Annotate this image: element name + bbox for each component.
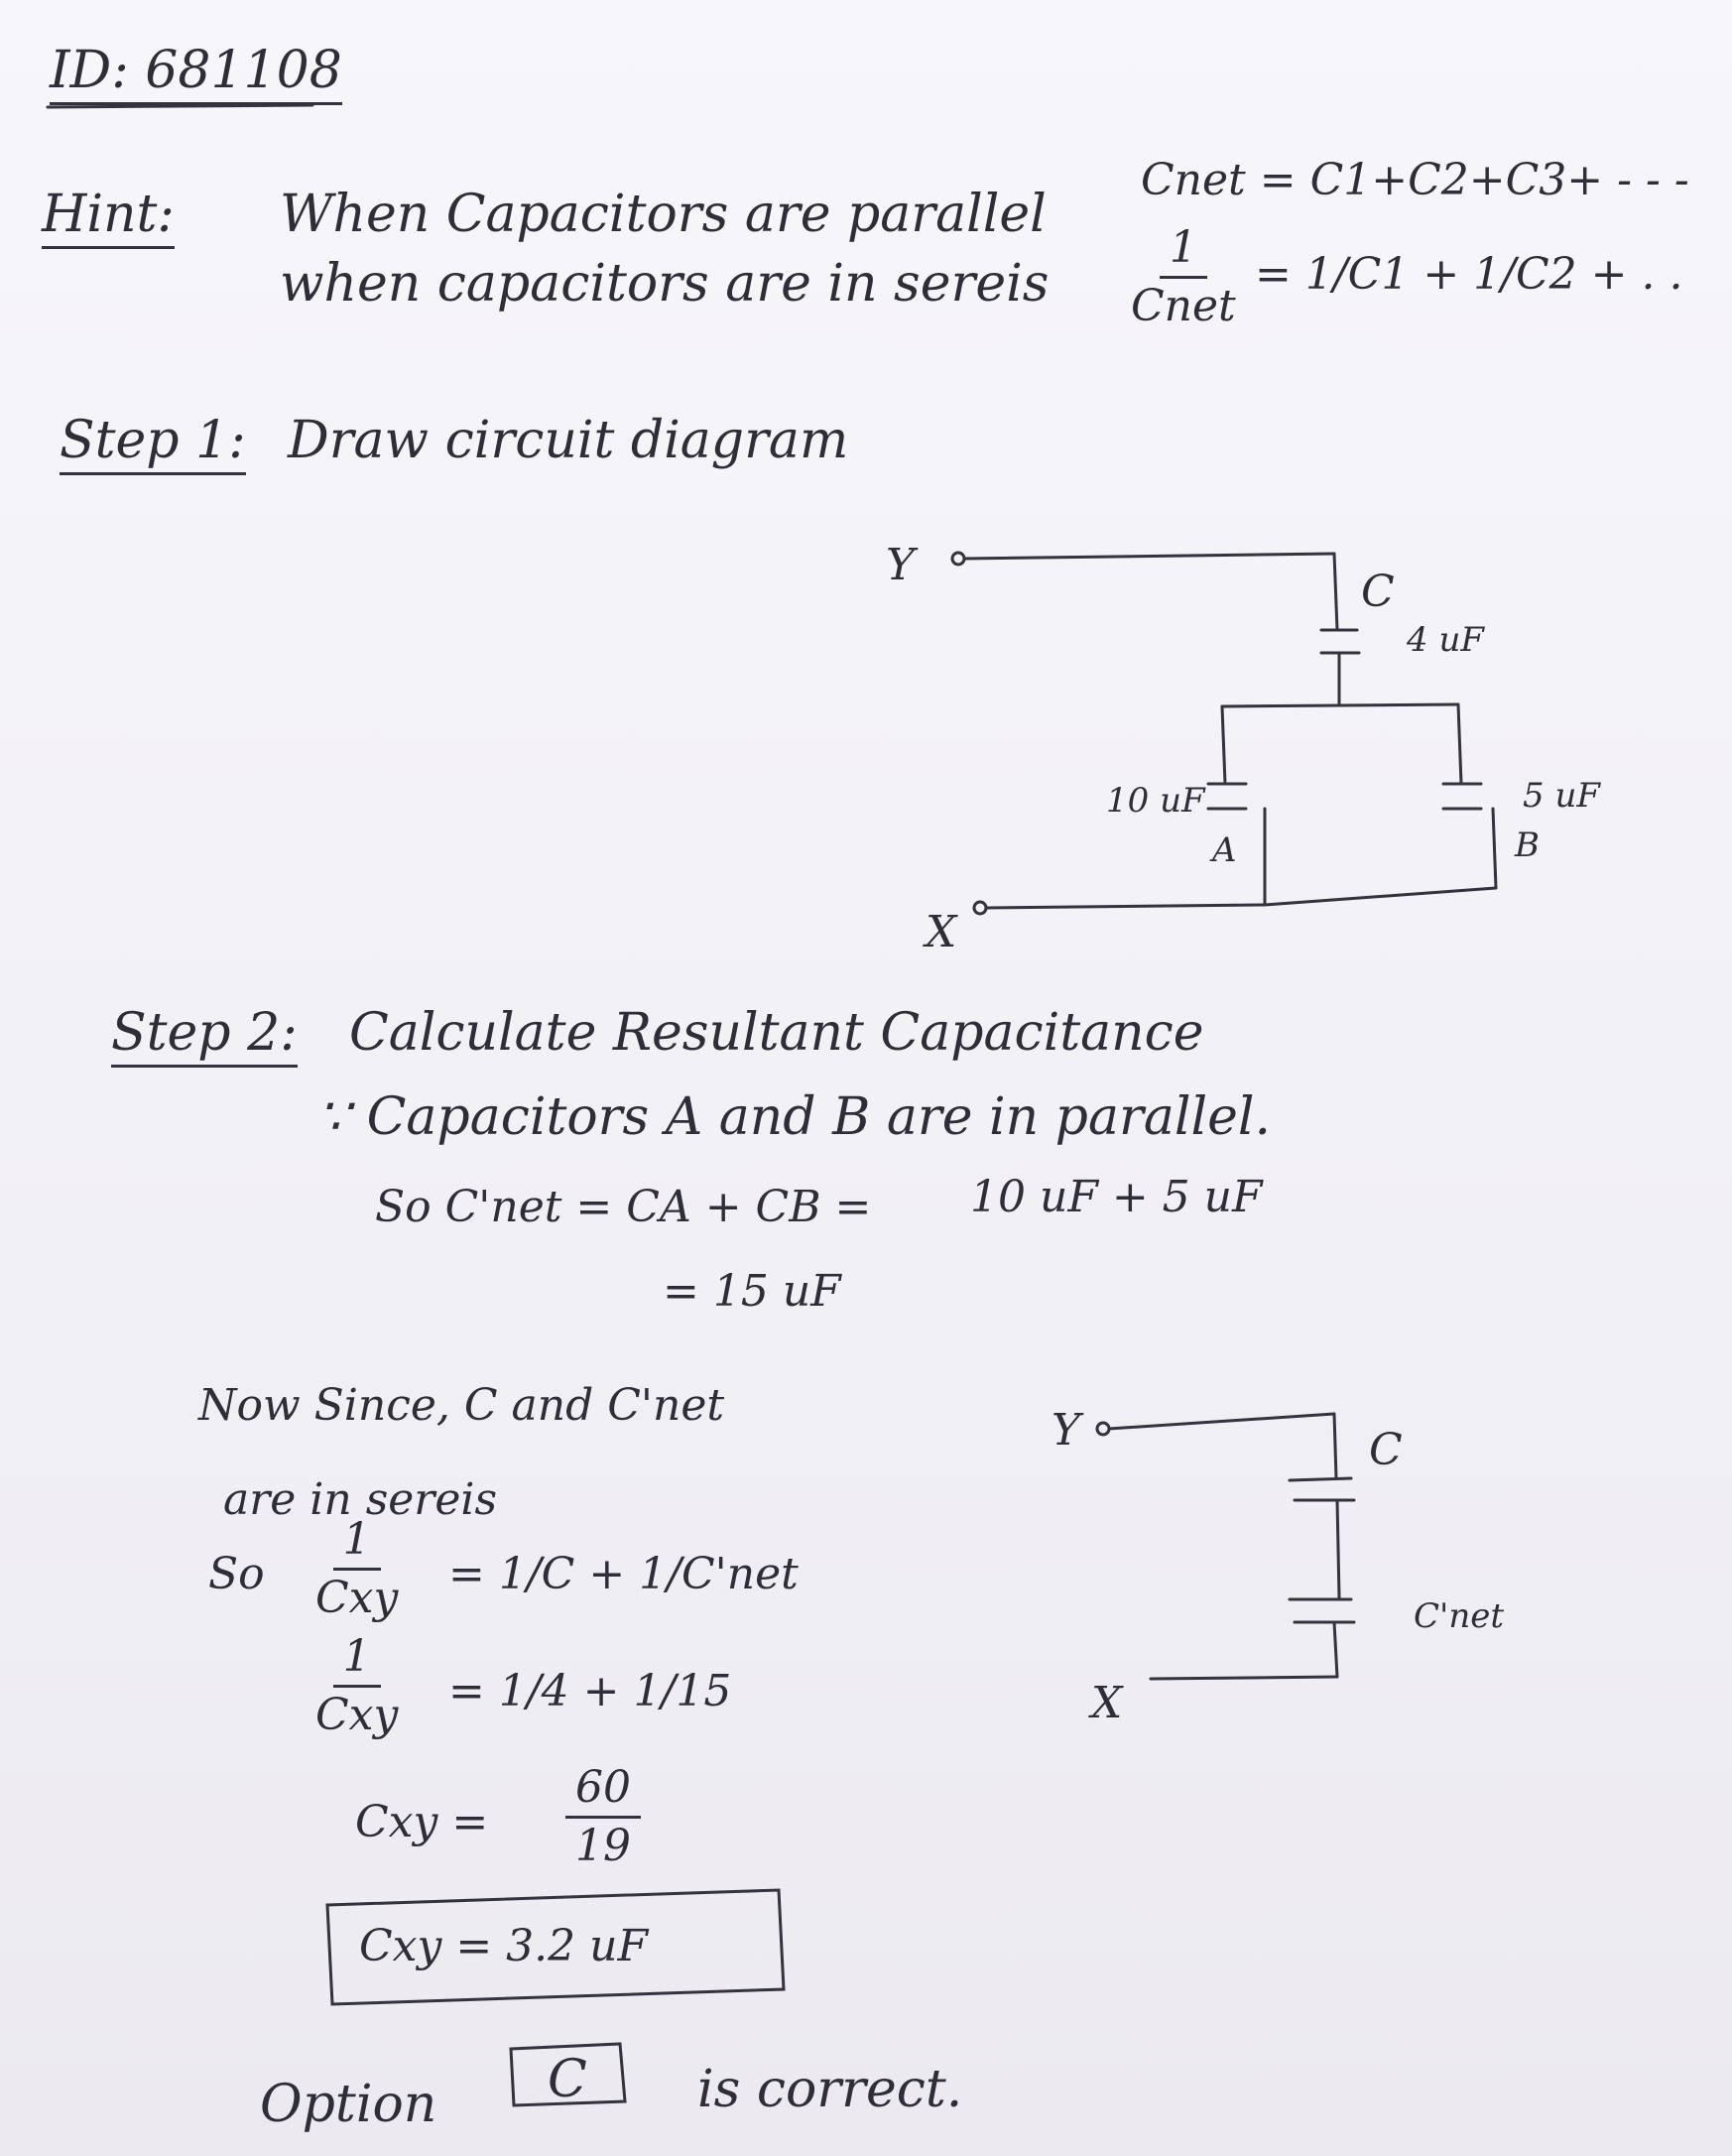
hint-series-num: 1 xyxy=(1160,226,1207,279)
step1-text: Draw circuit diagram xyxy=(288,411,849,470)
option-prefix: Option xyxy=(260,2075,437,2134)
hint-parallel-text: When Capacitors are parallel xyxy=(280,185,1047,244)
option-box xyxy=(511,2044,625,2109)
step2-text: Calculate Resultant Capacitance xyxy=(349,1003,1204,1063)
circuit1-c-value: 4 uF xyxy=(1407,620,1484,660)
eq2-lhs-num: 1 xyxy=(333,1635,381,1688)
eq3-lhs: Cxy = xyxy=(355,1797,489,1847)
step1-label: Step 1: xyxy=(60,415,246,475)
eq3-num: 60 xyxy=(565,1766,641,1819)
circuit1-y-node xyxy=(952,553,964,565)
circuit2 xyxy=(1097,1414,1354,1679)
hint-label: Hint: xyxy=(42,189,175,249)
option-value: C xyxy=(548,2050,587,2109)
eq1-lhs-den: Cxy xyxy=(315,1573,399,1623)
circuit1-b-value: 5 uF xyxy=(1523,776,1600,816)
id-underline xyxy=(48,105,312,107)
eq2-rhs: = 1/4 + 1/15 xyxy=(448,1666,732,1716)
step2-parallel-reason: ∵ Capacitors A and B are in parallel. xyxy=(317,1087,1272,1147)
circuit1-a-name: A xyxy=(1212,830,1237,870)
now-series-text: are in sereis xyxy=(223,1474,498,1525)
eq1-lhs-num: 1 xyxy=(333,1518,381,1571)
id-label: ID: 681108 xyxy=(50,45,342,105)
circuit1-terminal-y: Y xyxy=(886,540,916,590)
answer-box xyxy=(327,1890,784,2004)
option-suffix: is correct. xyxy=(697,2060,963,2119)
hint-series-den: Cnet xyxy=(1131,281,1236,331)
circuit2-cnet-name: C'net xyxy=(1414,1596,1505,1636)
eq1-rhs: = 1/C + 1/C'net xyxy=(448,1549,799,1599)
step2-label: Step 2: xyxy=(111,1007,298,1068)
now-since-text: Now Since, C and C'net xyxy=(198,1380,725,1431)
circuit1-x-node xyxy=(974,902,986,914)
boxed-answer: Cxy = 3.2 uF xyxy=(359,1921,649,1971)
circuit1-c-name: C xyxy=(1361,567,1395,617)
hint-parallel-formula: Cnet = C1+C2+C3+ - - - xyxy=(1141,155,1689,205)
now-so-label: So xyxy=(208,1549,265,1599)
circuit2-y-node xyxy=(1097,1423,1109,1435)
eq2-lhs-den: Cxy xyxy=(315,1690,399,1740)
eq3-den: 19 xyxy=(575,1821,631,1871)
step2-cnet-equation: So C'net = CA + CB = xyxy=(375,1182,872,1232)
circuit1 xyxy=(952,553,1496,914)
circuit2-terminal-x: X xyxy=(1091,1678,1123,1728)
step2-cnet-result: = 15 uF xyxy=(663,1266,841,1317)
circuit1-a-value: 10 uF xyxy=(1106,781,1205,821)
circuit1-b-name: B xyxy=(1515,825,1540,865)
circuit2-terminal-y: Y xyxy=(1052,1405,1081,1456)
circuit1-terminal-x: X xyxy=(926,907,957,957)
circuit2-c-name: C xyxy=(1369,1425,1403,1475)
step2-cnet-sum: 10 uF + 5 uF xyxy=(970,1172,1263,1222)
hint-series-formula: = 1/C1 + 1/C2 + . . xyxy=(1255,249,1683,300)
hint-series-text: when capacitors are in sereis xyxy=(280,254,1050,314)
